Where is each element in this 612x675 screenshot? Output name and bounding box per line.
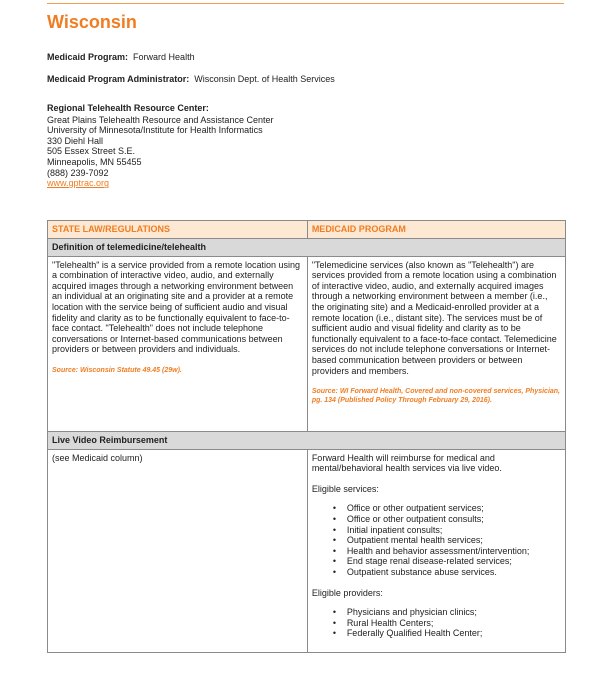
medicaid-cell — [307, 256, 565, 431]
resource-center-link[interactable]: www.gptrac.org — [47, 178, 110, 189]
section-row — [48, 431, 566, 449]
table-row — [48, 256, 566, 431]
state-law-cell — [48, 449, 308, 652]
column-header-state-law: STATE LAW/REGULATIONS — [48, 221, 308, 239]
section-title-live-video: Live Video Reimbursement — [48, 431, 566, 449]
header-rule — [47, 3, 564, 4]
state-law-text: (see Medicaid column) — [52, 452, 143, 463]
state-law-text: "Telehealth" is a service provided from a remote location using a combination of interactive video, audio, and externally acquired images through a networking environment between an individual at an originating site and a provider at a remote location with the service being of sufficient audio and visual fidelity and clarity as to be functionally equivalent to face-to-face contact. "Telehealth" does not include telephone conversations or Internet-based communications between providers or between providers and individuals. — [52, 259, 301, 355]
medicaid-program-label: Medicaid Program: — [47, 52, 129, 62]
medicaid-text: "Telemedicine services (also known as "Telehealth") are services provided from a remote location using a combination of interactive video, audio, and externally acquired images through a networking environment between a member (i.e., the originating site) and a Medicaid-enrolled provider at a remote location (i.e., distant site). The services must be of sufficient audio and visual fidelity and clarity as to be functionally equivalent to a face-to-face contact. Telemedicine services do not include telephone conversations or Internet-based communication between providers or between providers and members. — [311, 259, 557, 376]
table-row — [48, 449, 566, 652]
resource-center-label: Regional Telehealth Resource Center: — [47, 103, 209, 113]
list-item: • Health and behavior assessment/intervention; — [347, 546, 561, 557]
medicaid-admin-value: Wisconsin Dept. of Health Services — [194, 74, 335, 84]
resource-center-line: (888) 239-7092 — [47, 167, 109, 178]
medicaid-admin-field — [47, 74, 335, 85]
eligible-services-label: Eligible services: — [311, 483, 379, 494]
column-header-medicaid: MEDICAID PROGRAM — [307, 221, 565, 239]
list-item: • Physicians and physician clinics; — [347, 607, 561, 618]
medicaid-cell — [307, 449, 565, 652]
table-header-row — [48, 221, 566, 239]
list-item: • Outpatient mental health services; — [347, 535, 561, 546]
list-item: • Office or other outpatient services; — [347, 503, 561, 514]
section-title-definition: Definition of telemedicine/telehealth — [48, 238, 566, 256]
medicaid-source: Source: WI Forward Health, Covered and non-covered services, Physician, pg. 134 (Published Policy Through February 29, 2016). — [311, 388, 560, 405]
resource-center-line: Great Plains Telehealth Resource and Assistance Center — [47, 114, 274, 125]
medicaid-intro: Forward Health will reimburse for medical and mental/behavioral health services via live video. — [311, 452, 502, 474]
eligible-services-list — [312, 503, 561, 577]
policy-table — [47, 220, 566, 653]
resource-center-line: University of Minnesota/Institute for Health Informatics — [47, 125, 263, 136]
list-item: • Outpatient substance abuse services. — [347, 567, 561, 578]
page-title: Wisconsin — [47, 12, 137, 32]
resource-center-line: 330 Diehl Hall — [47, 135, 104, 146]
state-law-source: Source: Wisconsin Statute 49.45 (29w). — [52, 366, 182, 374]
state-law-cell — [48, 256, 308, 431]
medicaid-admin-label: Medicaid Program Administrator: — [47, 74, 190, 84]
eligible-providers-label: Eligible providers: — [311, 587, 383, 598]
list-item: • Federally Qualified Health Center; — [347, 628, 561, 639]
list-item: • Office or other outpatient consults; — [347, 514, 561, 525]
list-item: • Rural Health Centers; — [347, 618, 561, 629]
resource-center-line: 505 Essex Street S.E. — [47, 146, 136, 157]
resource-center-line: Minneapolis, MN 55455 — [47, 156, 142, 167]
list-item: • End stage renal disease-related services; — [347, 556, 561, 567]
section-row — [48, 238, 566, 256]
medicaid-program-value: Forward Health — [133, 52, 195, 62]
resource-center-block — [47, 103, 273, 189]
list-item: • Initial inpatient consults; — [347, 525, 561, 536]
medicaid-program-field — [47, 52, 195, 63]
eligible-providers-list — [312, 607, 561, 639]
